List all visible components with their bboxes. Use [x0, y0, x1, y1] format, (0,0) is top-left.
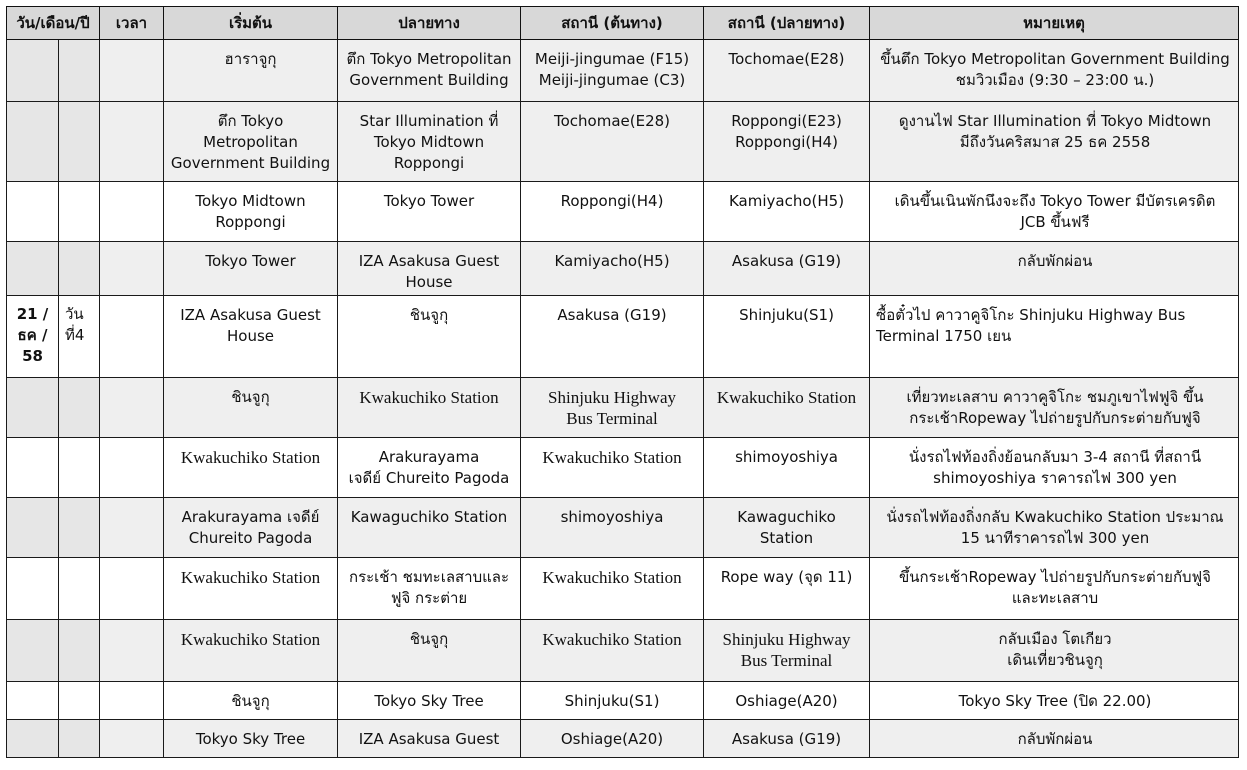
header-station-to: สถานี (ปลายทาง) — [704, 7, 870, 40]
start-cell-line: ชินจูกุ — [231, 692, 270, 710]
note-cell-line: 15 นาทีราคารถไฟ 300 yen — [960, 529, 1150, 547]
day-cell — [59, 682, 100, 720]
start-cell-line: Kwakuchiko Station — [180, 448, 321, 467]
station-to-cell — [704, 720, 870, 758]
header-destination: ปลายทาง — [338, 7, 521, 40]
start-cell-line: Kwakuchiko Station — [180, 568, 321, 587]
note-cell-line: ชมวิวเมือง (9:30 – 23:00 น.) — [955, 71, 1155, 89]
time-cell — [100, 682, 164, 720]
header-start: เริ่มต้น — [164, 7, 338, 40]
note-cell — [870, 102, 1239, 182]
station-to-cell-line: Oshiage(A20) — [735, 692, 838, 710]
station-from-cell-line: Meiji-jingumae (F15) — [534, 50, 690, 68]
note-cell — [870, 558, 1239, 620]
time-cell — [100, 498, 164, 558]
note-cell-line: JCB ขึ้นฟรี — [1020, 213, 1090, 231]
table-row — [7, 242, 1239, 296]
destination-cell — [338, 438, 521, 498]
date-cell — [7, 620, 59, 682]
start-cell — [164, 438, 338, 498]
note-cell-line: ขึ้นกระเช้าRopeway ไปถ่ายรูปกับกระต่ายกับฟูจิ — [899, 568, 1211, 586]
destination-cell — [338, 558, 521, 620]
station-from-cell-line: Kamiyacho(H5) — [554, 252, 670, 270]
start-cell — [164, 682, 338, 720]
note-cell — [870, 438, 1239, 498]
station-from-cell — [521, 498, 704, 558]
header-station-from: สถานี (ต้นทาง) — [521, 7, 704, 40]
station-from-cell-line: Kwakuchiko Station — [542, 568, 682, 587]
station-to-cell-line: Kwakuchiko Station — [716, 388, 857, 407]
station-from-cell — [521, 182, 704, 242]
destination-cell — [338, 182, 521, 242]
note-cell — [870, 682, 1239, 720]
destination-cell-line: ชินจูกุ — [409, 630, 449, 648]
destination-cell-line: เจดีย์ Chureito Pagoda — [348, 469, 510, 487]
station-from-cell — [521, 40, 704, 102]
note-cell-line: กลับพักผ่อน — [1017, 252, 1093, 270]
itinerary-body — [7, 40, 1239, 758]
station-to-cell — [704, 378, 870, 438]
station-to-cell — [704, 242, 870, 296]
note-cell-line: กระเช้าRopeway ไปถ่ายรูปกับกระต่ายกับฟูจิ — [909, 409, 1201, 427]
date-cell: 21 / ธค / 58 — [7, 296, 59, 378]
destination-cell-line: Kwakuchiko Station — [359, 388, 499, 407]
header-row — [7, 7, 1239, 40]
header-note: หมายเหตุ — [870, 7, 1239, 40]
destination-cell-line: Star Illumination ที่ — [359, 112, 499, 130]
table-row — [7, 558, 1239, 620]
destination-cell-line: IZA Asakusa Guest — [358, 252, 500, 270]
station-from-cell-line: Shinjuku(S1) — [564, 692, 660, 710]
time-cell — [100, 102, 164, 182]
note-cell — [870, 296, 1239, 378]
day-cell — [59, 102, 100, 182]
date-cell — [7, 558, 59, 620]
station-to-cell-line: Tochomae(E28) — [728, 50, 845, 68]
start-cell-line: Arakurayama เจดีย์ — [181, 508, 320, 526]
note-cell-line: ขึ้นตึก Tokyo Metropolitan Government Building — [880, 50, 1230, 68]
start-cell-line: Tokyo Tower — [205, 252, 296, 270]
station-from-cell — [521, 682, 704, 720]
table-row — [7, 720, 1239, 758]
note-cell-line: Tokyo Sky Tree (ปิด 22.00) — [958, 692, 1152, 710]
note-cell-line: นั่งรถไฟท้องถิ่งย้อนกลับมา 3-4 สถานี ที่สถานี — [908, 448, 1202, 466]
day-cell — [59, 378, 100, 438]
station-from-cell — [521, 558, 704, 620]
start-cell-line: House — [227, 327, 275, 345]
table-row — [7, 682, 1239, 720]
station-to-cell-line: Roppongi(H4) — [735, 133, 838, 151]
time-cell — [100, 242, 164, 296]
destination-cell-line: Tokyo Tower — [383, 192, 475, 210]
table-row — [7, 296, 1239, 378]
station-from-cell-line: Meiji-jingumae (C3) — [538, 71, 686, 89]
table-row — [7, 378, 1239, 438]
station-from-cell-line: Shinjuku Highway — [548, 388, 676, 407]
destination-cell — [338, 102, 521, 182]
destination-cell-line: Roppongi — [393, 154, 465, 172]
note-cell-line: เดินขึ้นเนินพักนึงจะถึง Tokyo Tower มีบัตรเครดิต — [894, 192, 1216, 210]
day-cell — [59, 242, 100, 296]
time-cell — [100, 296, 164, 378]
start-cell-line: Tokyo Sky Tree — [195, 730, 306, 748]
destination-cell — [338, 40, 521, 102]
station-to-cell — [704, 558, 870, 620]
itinerary-table — [6, 6, 1239, 758]
date-cell — [7, 242, 59, 296]
station-from-cell-line: Roppongi(H4) — [560, 192, 664, 210]
station-to-cell-line: Shinjuku Highway — [722, 630, 851, 649]
station-to-cell — [704, 620, 870, 682]
station-to-cell-line: Kawaguchiko Station — [737, 508, 836, 547]
note-cell-line: เดินเที่ยวชินจูกุ — [1007, 651, 1103, 669]
start-cell — [164, 40, 338, 102]
destination-cell — [338, 296, 521, 378]
table-row — [7, 438, 1239, 498]
note-cell — [870, 378, 1239, 438]
note-cell-line: ดูงานไฟ Star Illumination ที่ Tokyo Midtown — [898, 112, 1212, 130]
note-cell-line: กลับพักผ่อน — [1017, 730, 1093, 748]
table-row — [7, 620, 1239, 682]
station-to-cell-line: Asakusa (G19) — [731, 252, 842, 270]
destination-cell-line: ตึก Tokyo Metropolitan — [346, 50, 512, 68]
station-to-cell — [704, 682, 870, 720]
note-cell — [870, 40, 1239, 102]
start-cell — [164, 242, 338, 296]
table-row — [7, 498, 1239, 558]
destination-cell-line: Arakurayama — [378, 448, 480, 466]
start-cell-line: IZA Asakusa Guest — [180, 306, 321, 324]
destination-cell-line: Tokyo Sky Tree — [374, 692, 484, 710]
day-cell — [59, 438, 100, 498]
start-cell — [164, 296, 338, 378]
start-cell — [164, 182, 338, 242]
note-cell-line: มีถึงวันคริสมาส 25 ธค 2558 — [959, 133, 1151, 151]
destination-cell-line: Government Building — [349, 71, 509, 89]
date-cell — [7, 720, 59, 758]
day-cell — [59, 620, 100, 682]
station-from-cell — [521, 378, 704, 438]
date-cell — [7, 102, 59, 182]
station-to-cell — [704, 182, 870, 242]
note-cell — [870, 242, 1239, 296]
station-to-cell-line: Rope way (จุด 11) — [720, 568, 853, 586]
start-cell-line: ตึก Tokyo — [217, 112, 284, 130]
station-to-cell-line: Bus Terminal — [740, 651, 833, 670]
header-time: เวลา — [100, 7, 164, 40]
destination-cell — [338, 620, 521, 682]
note-cell-line: นั่งรถไฟท้องถิ่งกลับ Kwakuchiko Station ประมาณ — [886, 508, 1224, 526]
destination-cell — [338, 378, 521, 438]
station-to-cell — [704, 296, 870, 378]
start-cell-line: Metropolitan — [203, 133, 298, 151]
note-cell-line: กลับเมือง โตเกียว — [998, 630, 1112, 648]
station-from-cell — [521, 438, 704, 498]
table-row — [7, 40, 1239, 102]
station-to-cell — [704, 40, 870, 102]
time-cell — [100, 378, 164, 438]
destination-cell — [338, 242, 521, 296]
station-from-cell-line: Tochomae(E28) — [554, 112, 671, 130]
station-from-cell — [521, 242, 704, 296]
day-cell — [59, 558, 100, 620]
time-cell — [100, 40, 164, 102]
station-to-cell-line: Kamiyacho(H5) — [728, 192, 845, 210]
start-cell — [164, 720, 338, 758]
station-from-cell-line: Bus Terminal — [566, 409, 658, 428]
station-from-cell — [521, 296, 704, 378]
station-to-cell — [704, 102, 870, 182]
start-cell-line: Government Building — [170, 154, 331, 172]
table-row — [7, 102, 1239, 182]
destination-cell — [338, 682, 521, 720]
destination-cell-line: ชินจูกุ — [409, 306, 449, 324]
start-cell-line: Tokyo Midtown — [195, 192, 306, 210]
station-from-cell-line: Oshiage(A20) — [560, 730, 664, 748]
day-cell — [59, 720, 100, 758]
date-cell — [7, 682, 59, 720]
note-cell — [870, 620, 1239, 682]
date-cell — [7, 498, 59, 558]
station-to-cell-line: Roppongi(E23) — [731, 112, 842, 130]
start-cell — [164, 102, 338, 182]
destination-cell — [338, 720, 521, 758]
destination-cell-line: Tokyo Midtown — [373, 133, 485, 151]
start-cell — [164, 378, 338, 438]
start-cell-line: Kwakuchiko Station — [180, 630, 321, 649]
station-from-cell — [521, 720, 704, 758]
date-cell — [7, 182, 59, 242]
note-cell-line: และทะเลสาบ — [1011, 589, 1099, 607]
time-cell — [100, 558, 164, 620]
start-cell — [164, 498, 338, 558]
start-cell-line: Roppongi — [215, 213, 286, 231]
date-cell — [7, 40, 59, 102]
note-cell-line: เที่ยวทะเลสาบ คาวาคูจิโกะ ชมภูเขาไฟฟูจิ ขึ้น — [906, 388, 1204, 406]
start-cell — [164, 620, 338, 682]
start-cell-line: ชินจูกุ — [231, 388, 270, 406]
start-cell — [164, 558, 338, 620]
date-cell — [7, 438, 59, 498]
time-cell — [100, 620, 164, 682]
date-cell — [7, 378, 59, 438]
note-cell — [870, 498, 1239, 558]
itinerary-table-wrapper — [6, 6, 1239, 758]
destination-cell — [338, 498, 521, 558]
day-cell: วัน ที่4 — [59, 296, 100, 378]
time-cell — [100, 720, 164, 758]
destination-cell-line: House — [405, 273, 453, 291]
station-from-cell-line: shimoyoshiya — [560, 508, 664, 526]
start-cell-line: Chureito Pagoda — [188, 529, 313, 547]
note-cell — [870, 182, 1239, 242]
note-cell-line: Terminal 1750 เยน — [876, 327, 1012, 345]
table-row — [7, 182, 1239, 242]
header-date: วัน/เดือน/ปี — [7, 7, 100, 40]
station-from-cell — [521, 620, 704, 682]
station-to-cell-line: Shinjuku(S1) — [739, 306, 834, 324]
note-cell-line: shimoyoshiya ราคารถไฟ 300 yen — [933, 469, 1177, 487]
time-cell — [100, 438, 164, 498]
station-from-cell-line: Kwakuchiko Station — [542, 630, 682, 649]
destination-cell-line: Kawaguchiko Station — [350, 508, 508, 526]
day-cell — [59, 40, 100, 102]
station-to-cell-line: shimoyoshiya — [735, 448, 838, 466]
day-cell — [59, 498, 100, 558]
note-cell — [870, 720, 1239, 758]
start-cell-line: ฮาราจูกุ — [224, 50, 277, 68]
station-from-cell — [521, 102, 704, 182]
destination-cell-line: กระเช้า ชมทะเลสาบและ — [348, 568, 510, 586]
destination-cell-line: ฟูจิ กระต่าย — [390, 589, 468, 607]
station-from-cell-line: Kwakuchiko Station — [542, 448, 682, 467]
day-cell — [59, 182, 100, 242]
station-from-cell-line: Asakusa (G19) — [557, 306, 667, 324]
station-to-cell-line: Asakusa (G19) — [731, 730, 842, 748]
time-cell — [100, 182, 164, 242]
station-to-cell — [704, 438, 870, 498]
note-cell-line: ซื้อตั๋วไป คาวาคูจิโกะ Shinjuku Highway Bus — [876, 306, 1186, 324]
station-to-cell — [704, 498, 870, 558]
destination-cell-line: IZA Asakusa Guest — [358, 730, 500, 748]
